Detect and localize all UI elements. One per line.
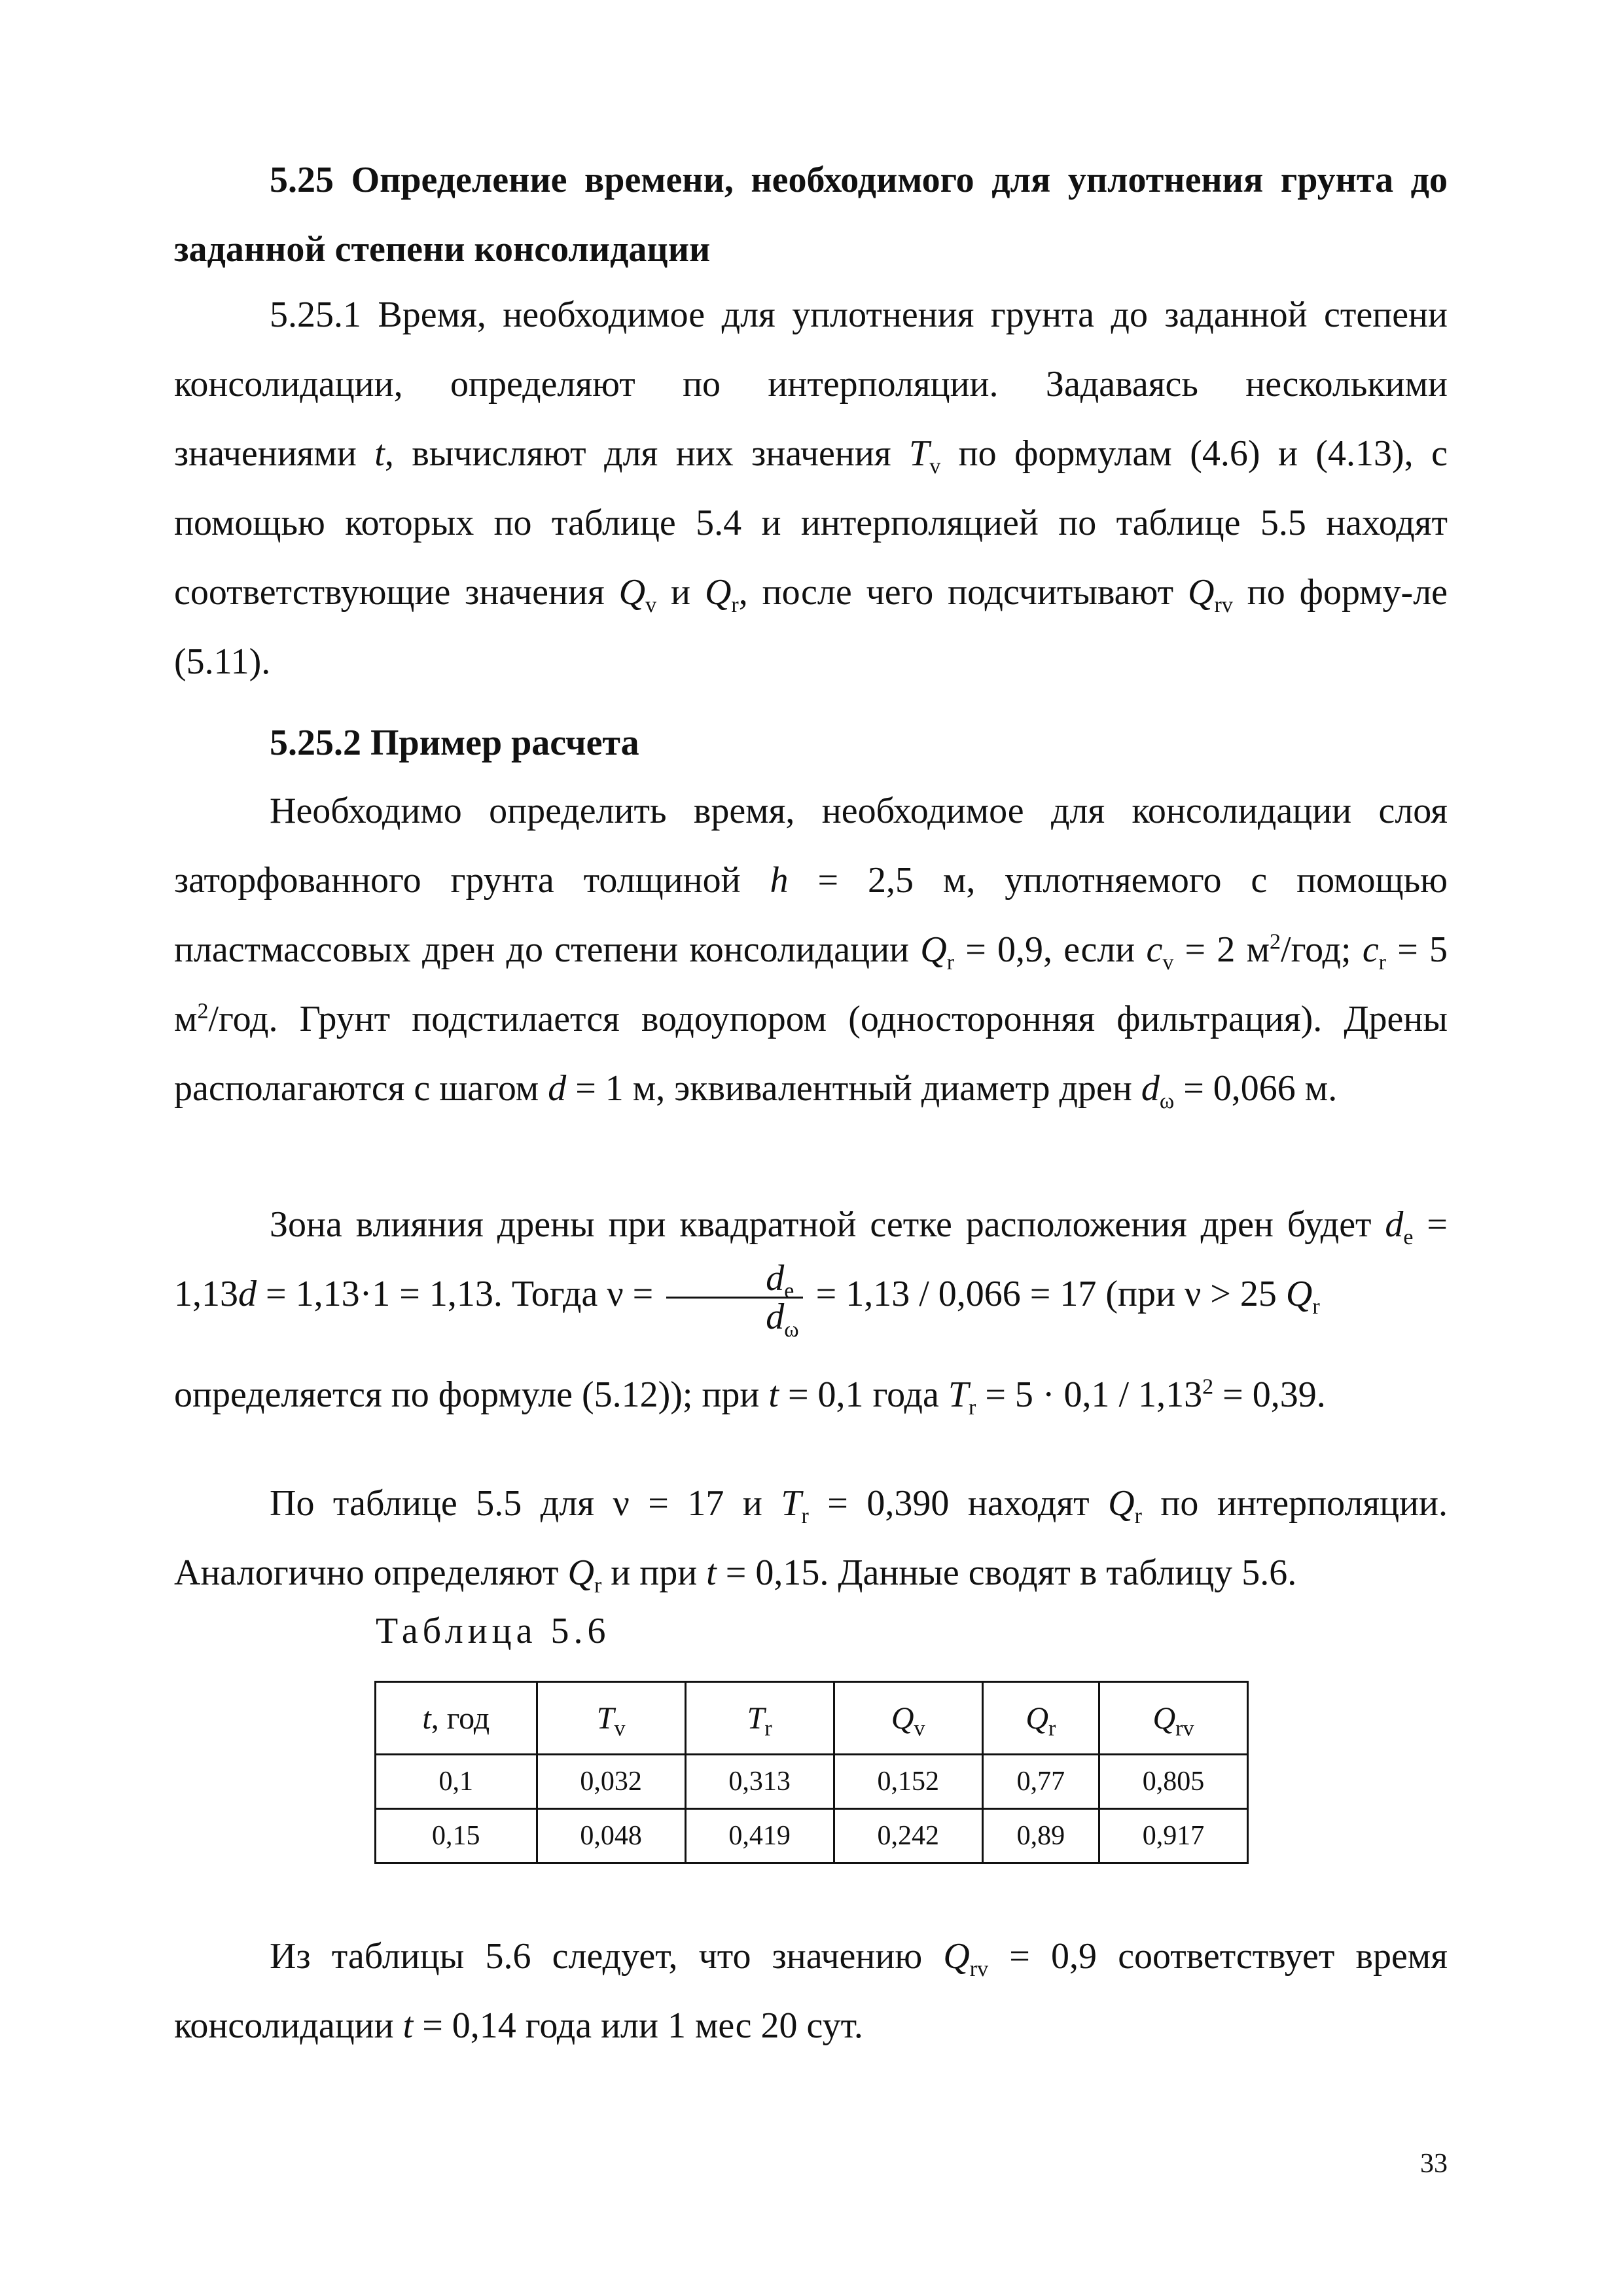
table-cell: 0,805 (1099, 1755, 1247, 1809)
example-title: 5.25.2 Пример расчета (270, 723, 639, 763)
table-row (376, 1809, 1248, 1863)
table-cell: 0,77 (982, 1755, 1099, 1809)
table-cell: 0,313 (685, 1755, 834, 1809)
table-row (376, 1755, 1248, 1809)
table-cell: 0,89 (982, 1809, 1099, 1863)
table-cell: 0,032 (537, 1755, 685, 1809)
paragraph-influence-zone: Зона влияния дрены при квадратной сетке расположения дрен будет $d_e = 1,13d = 1,13\cdot 1 = 1,13$. Тогда ν = $\frac{d_e}{d_\omega}$ = 1,13 / 0,066 = 17 (при ν > 25 $Q_r$ (174, 1204, 1448, 1342)
paragraph-formula-line: определяется по формуле (5.12)); при t = 0,1 года $T_r = 5 \cdot 0,1 / 1,13^2 = 0,39$. (174, 1374, 1326, 1420)
table-cell: 0,419 (685, 1809, 834, 1863)
table-cell: 0,242 (834, 1809, 982, 1863)
paragraph-example-conditions: Необходимо определить время, необходимое для консолидации слоя заторфованного грунта толщиной h = 2,5 м, уплотняемого с помощью пластмассовых дрен до степени консолидации $Q_r = 0,9$, если $c_v = 2$ $м^2$/год; $c_r = 5$ $м^2$/год. Грунт подстилается водоупором (односторонняя фильтрация). Дрены располагаются с шагом d = 1 м, эквивалентный диаметр дрен $d_\omega = 0,066$ м. (174, 791, 1448, 1114)
table-caption: Таблица 5.6 (376, 1611, 611, 1651)
header-Tr: $T_r$ (685, 1682, 834, 1755)
header-t: t, год (376, 1682, 537, 1755)
table-cell: 0,048 (537, 1809, 685, 1863)
paragraph-5-25-1: 5.25.1 Время, необходимое для уплотнения грунта до заданной степени консолидации, определяют по интерполяции. Задаваясь несколькими значениями t, вычисляют для них значения $T_v$ по формулам (4.6) и (4.13), с помощью которых по таблице 5.4 и интерполяцией по таблице 5.5 находят соответствующие значения $Q_v$ и $Q_r$, после чего подсчитывают $Q_{rv}$ по форму-ле (5.11). (174, 295, 1448, 682)
paragraph-conclusion: Из таблицы 5.6 следует, что значению $Q_{rv} = 0,9$ соответствует время консолидации t = 0,14 года или 1 мес 20 сут. (174, 1936, 1448, 2046)
header-Qrv: $Q_{rv}$ (1099, 1682, 1247, 1755)
section-title: 5.25 Определение времени, необходимого для уплотнения грунта до заданной степени консолидации (174, 160, 1448, 270)
table-header-row (376, 1682, 1248, 1755)
table-cell: 0,15 (376, 1809, 537, 1863)
data-table (374, 1681, 1249, 1864)
header-Tv: $T_v$ (537, 1682, 685, 1755)
table-cell: 0,917 (1099, 1809, 1247, 1863)
fraction-de-over-dw: $\frac{d_e}{d_\omega}$ (666, 1260, 802, 1335)
page-number: 33 (1420, 2149, 1448, 2179)
header-Qv: $Q_v$ (834, 1682, 982, 1755)
paragraph-interpolation: По таблице 5.5 для ν = 17 и $T_r = 0,390$ находят $Q_r$ по интерполяции. Аналогично определяют $Q_r$ и при t = 0,15. Данные сводят в таблицу 5.6. (174, 1483, 1448, 1598)
header-Qr: $Q_r$ (982, 1682, 1099, 1755)
table-cell: 0,152 (834, 1755, 982, 1809)
table-cell: 0,1 (376, 1755, 537, 1809)
